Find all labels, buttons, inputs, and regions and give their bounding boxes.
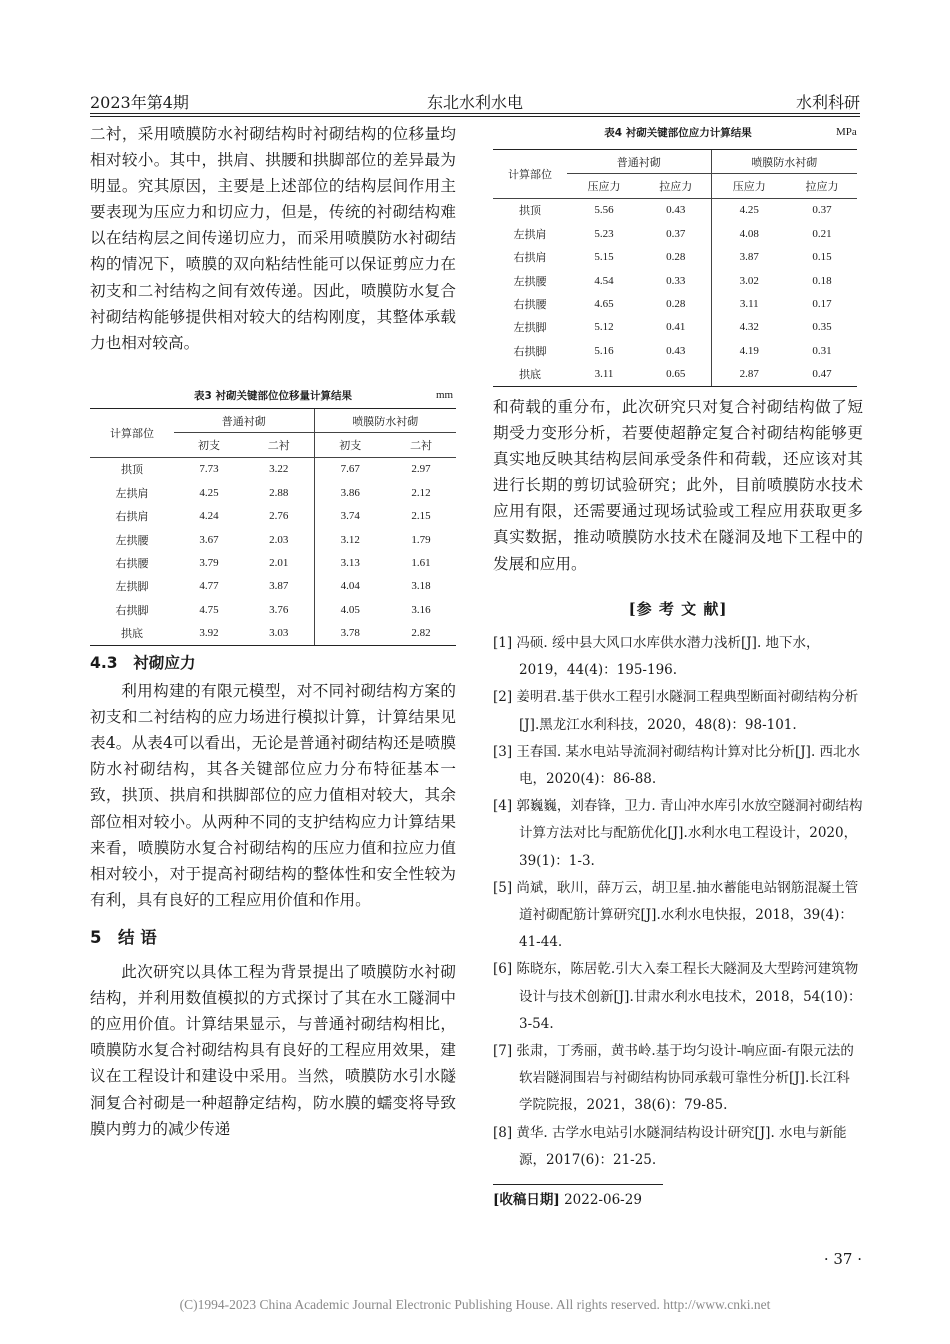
table4-row-label: 右拱肩 (513, 252, 547, 265)
table3-cell: 2.01 (269, 557, 289, 570)
table4-cell: 3.87 (711, 246, 787, 269)
table3-row-label: 右拱脚 (115, 604, 149, 617)
reference-item: [5] 尚斌，耿川，薛万云，胡卫星.抽水蓄能电站钢筋混凝土管道衬砌配筋计算研究[J].水利水电快报，2018，39(4)：41-44. (493, 879, 859, 951)
table4-cell: 5.56 (594, 204, 614, 217)
table4-cell: 0.28 (666, 251, 686, 264)
section-5-heading: 5 结 语 (90, 927, 157, 947)
table3-cell: 2.15 (411, 510, 431, 523)
table3-cell: 3.22 (269, 463, 289, 476)
table3-sub-header: 初支 (174, 433, 244, 457)
table4-cell: 0.37 (812, 204, 832, 217)
table3-row (90, 481, 456, 504)
table4-row (493, 316, 857, 339)
table3-cell: 4.24 (199, 510, 219, 523)
table3-cell: 3.13 (314, 551, 386, 574)
left-column-top (90, 121, 456, 356)
reference-item: [8] 黄华. 古学水电站引水隧洞结构设计研究[J]. 水电与新能源，2017(6)：21-25. (493, 1124, 847, 1168)
table4-cell: 0.15 (812, 251, 832, 264)
table3-cell: 2.76 (269, 510, 289, 523)
table4-row-label: 左拱脚 (513, 322, 547, 335)
paragraph-conclusion: 此次研究以具体工程为背景提出了喷膜防水衬砌结构，并利用数值模拟的方式探讨了其在水工隧洞中的应用价值。计算结果显示，与普通衬砌结构相比，喷膜防水复合衬砌结构具有良好的工程应用效果，建议在工程设计和建设中采用。当然，喷膜防水引水隧洞复合衬砌是一种超静定结构，防水膜的蠕变将导致膜内剪力的减少传递 (90, 963, 456, 1138)
table3-cell: 3.03 (244, 622, 314, 646)
table4-sub-header: 拉应力 (787, 174, 857, 198)
table4-cell: 4.32 (711, 316, 787, 339)
table4-row-label: 左拱腰 (513, 275, 547, 288)
table3-cell: 4.04 (314, 575, 386, 598)
table4-row-label: 左拱肩 (513, 228, 547, 241)
table4-cell: 0.35 (812, 321, 832, 334)
table3-cell: 3.87 (269, 580, 289, 593)
table3-row (90, 457, 456, 481)
table3-group-normal: 普通衬砌 (174, 409, 314, 433)
table4-cell: 0.17 (812, 298, 832, 311)
table3-cell: 3.74 (314, 505, 386, 528)
references-list (493, 630, 863, 1174)
table4-cell: 4.65 (594, 298, 614, 311)
table4-row-label: 拱顶 (519, 205, 541, 218)
table3-sub-header: 二衬 (386, 433, 456, 457)
table3-cell: 1.79 (411, 533, 431, 546)
table4-cell: 0.37 (666, 227, 686, 240)
table4-title: 表4 衬砌关键部位应力计算结果 (604, 127, 752, 139)
table4-row (493, 222, 857, 245)
table4-row-head: 计算部位 (493, 150, 567, 199)
table3-cell: 4.25 (199, 486, 219, 499)
table3-row-label: 左拱肩 (115, 487, 149, 500)
table4-cell: 0.18 (812, 274, 832, 287)
reference-item: [4] 郭巍巍，刘春锋，卫力. 青山冲水库引水放空隧洞衬砌结构计算方法对比与配筋优化[J].水利水电工程设计，2020，39(1)：1-3. (493, 798, 863, 869)
table4-cell: 0.21 (812, 227, 832, 240)
table4-cell: 0.43 (666, 204, 686, 217)
table3-cell: 3.79 (199, 557, 219, 570)
table3-cell: 4.75 (199, 603, 219, 616)
table3-cell: 3.86 (314, 481, 386, 504)
table3-row (90, 551, 456, 574)
table4-row (493, 198, 857, 222)
table4-cell: 5.16 (594, 344, 614, 357)
table4-cell: 5.15 (594, 251, 614, 264)
table4-cell: 5.23 (594, 227, 614, 240)
received-rule (493, 1184, 663, 1185)
table4-cell: 2.87 (711, 363, 787, 387)
table3-row (90, 505, 456, 528)
table4-sub-header: 压应力 (567, 174, 641, 198)
table3-row-label: 拱底 (90, 622, 174, 646)
table4-row (493, 269, 857, 292)
received-label: [收稿日期] (493, 1192, 560, 1208)
table3-cell: 3.76 (269, 603, 289, 616)
reference-item: [2] 姜明君.基于供水工程引水隧洞工程典型断面衬砌结构分析[J].黑龙江水利科技，2020，48(8)：98-101. (493, 689, 859, 733)
table3-cell: 2.03 (269, 533, 289, 546)
table3-cell: 7.67 (314, 457, 386, 481)
table4-cell: 0.28 (666, 298, 686, 311)
section-4-3-heading: 4.3 衬砌应力 (90, 654, 196, 672)
reference-item: [6] 陈晓东，陈居乾.引大入秦工程长大隧洞及大型跨河建筑物设计与技术创新[J].甘肃水利水电技术，2018，54(10)：3-54. (493, 961, 862, 1032)
table3-cell: 3.18 (411, 580, 431, 593)
table3-row (90, 575, 456, 598)
table3-cell: 1.61 (411, 557, 431, 570)
table4-cell: 0.65 (641, 363, 711, 387)
table3-unit: mm (436, 389, 454, 401)
table4-row (493, 246, 857, 269)
table4-row (493, 339, 857, 362)
table4 (493, 149, 857, 387)
table3-row-label: 拱顶 (121, 464, 143, 477)
header-rule-2 (90, 116, 860, 117)
reference-item: [1] 冯硕. 绥中县大风口水库供水潜力浅析[J]. 地下水，2019，44(4)：195-196. (493, 635, 820, 679)
journal-name: 东北水利水电 (426, 93, 523, 112)
received-date: 2022-06-29 (564, 1192, 642, 1208)
table4-row-label: 拱底 (493, 363, 567, 387)
table3-row-label: 左拱腰 (115, 534, 149, 547)
table4-unit: MPa (836, 126, 857, 138)
paragraph-future-work: 和荷载的重分布，此次研究只对复合衬砌结构做了短期受力变形分析，若要使超静定复合衬砌结构能够更真实地反映其结构层间承受条件和荷载，还应该对其进行长期的剪切试验研究；此外，目前喷膜防水技术应用有限，还需要通过现场试验或工程应用获取更多真实数据，推动喷膜防水技术在隧洞及地下工程中的发展和应用。 (493, 398, 863, 573)
table4-row (493, 292, 857, 315)
references-heading: [参 考 文 献] (628, 600, 728, 618)
table4-cell: 0.33 (666, 274, 686, 287)
table4-cell: 0.43 (666, 344, 686, 357)
table3-row (90, 528, 456, 551)
table3-row-label: 左拱脚 (115, 581, 149, 594)
left-column-bottom (90, 650, 456, 1142)
table3-row-label: 右拱肩 (115, 511, 149, 524)
right-column-text (493, 394, 863, 577)
table3-title: 表3 衬砌关键部位位移量计算结果 (194, 390, 352, 402)
table3 (90, 408, 456, 646)
table4-cell: 4.08 (711, 222, 787, 245)
table4-cell: 3.02 (711, 269, 787, 292)
table4-cell: 4.25 (711, 198, 787, 222)
copyright-footer: (C)1994-2023 China Academic Journal Electronic Publishing House. All rights reserved. http://www.cnki.net (179, 1297, 771, 1312)
table3-cell: 3.78 (314, 622, 386, 646)
table4-cell: 3.11 (711, 292, 787, 315)
table4-cell: 0.47 (787, 363, 857, 387)
table3-cell: 3.92 (174, 622, 244, 646)
table3-cell: 7.73 (199, 463, 219, 476)
table3-cell: 2.97 (411, 463, 431, 476)
table4-row (493, 363, 857, 387)
table4-cell: 3.11 (567, 363, 641, 387)
paragraph-displacement-analysis: 二衬，采用喷膜防水衬砌结构时衬砌结构的位移量均相对较小。其中，拱肩、拱腰和拱脚部位的差异最为明显。究其原因，主要是上述部位的结构层间作用主要表现为压应力和切应力，但是，传统的衬砌结构难以在结构层之间传递切应力，而采用喷膜防水衬砌结构的情况下，喷膜的双向粘结性能可以保证剪应力在初支和二衬结构之间有效传递。因此，喷膜防水复合衬砌结构能够提供相对较大的结构刚度，其整体承载力也相对较高。 (90, 125, 456, 352)
reference-item: [7] 张肃，丁秀丽，黄书岭.基于均匀设计-响应面-有限元法的软岩隧洞围岩与衬砌结构协同承载可靠性分析[J].长江科学院院报，2021，38(6)：79-85. (493, 1043, 854, 1114)
table3-row (90, 622, 456, 646)
reference-item: [3] 王春国. 某水电站导流洞衬砌结构计算对比分析[J]. 西北水电，2020(4)：86-88. (493, 743, 861, 788)
table3-cell: 2.82 (386, 622, 456, 646)
table4-row-label: 右拱腰 (513, 299, 547, 312)
received-date-line (493, 1188, 642, 1208)
table3-sub-header: 初支 (314, 433, 386, 457)
table3-group-spray: 喷膜防水衬砌 (314, 409, 456, 433)
table4-cell: 4.54 (594, 274, 614, 287)
table3-cell: 2.12 (411, 486, 431, 499)
table3-row (90, 598, 456, 621)
table4-cell: 4.19 (711, 339, 787, 362)
header-rule (90, 113, 860, 114)
page-number: · 37 · (823, 1250, 862, 1268)
table3-cell: 4.77 (199, 580, 219, 593)
table4-sub-header: 拉应力 (641, 174, 711, 198)
journal-section: 水利科研 (795, 93, 860, 112)
table3-cell: 4.05 (314, 598, 386, 621)
table4-group-normal: 普通衬砌 (567, 150, 711, 174)
table3-cell: 3.16 (411, 603, 431, 616)
table4-cell: 0.31 (812, 344, 832, 357)
table3-cell: 3.67 (199, 533, 219, 546)
table4-group-spray: 喷膜防水衬砌 (711, 150, 857, 174)
table3-cell: 3.12 (314, 528, 386, 551)
table3-sub-header: 二衬 (244, 433, 314, 457)
table3-row-head: 计算部位 (90, 409, 174, 458)
table4-sub-header: 压应力 (711, 174, 787, 198)
paragraph-stress-analysis: 利用构建的有限元模型，对不同衬砌结构方案的初支和二衬结构的应力场进行模拟计算，计算结果见表4。从表4可以看出，无论是普通衬砌结构还是喷膜防水衬砌结构，其各关键部位应力分布特征基本一致，拱顶、拱肩和拱脚部位的应力值相对较大，其余部位相对较小。从两种不同的支护结构应力计算结果来看，喷膜防水复合衬砌结构的压应力值和拉应力值相对较小，对于提高衬砌结构的整体性和安全性较为有利，具有良好的工程应用价值和作用。 (90, 682, 456, 909)
table4-cell: 0.41 (666, 321, 686, 334)
table4-row-label: 右拱脚 (513, 345, 547, 358)
table3-cell: 2.88 (269, 486, 289, 499)
journal-issue: 2023年第4期 (90, 93, 189, 112)
table4-cell: 5.12 (594, 321, 614, 334)
table3-row-label: 右拱腰 (115, 558, 149, 571)
